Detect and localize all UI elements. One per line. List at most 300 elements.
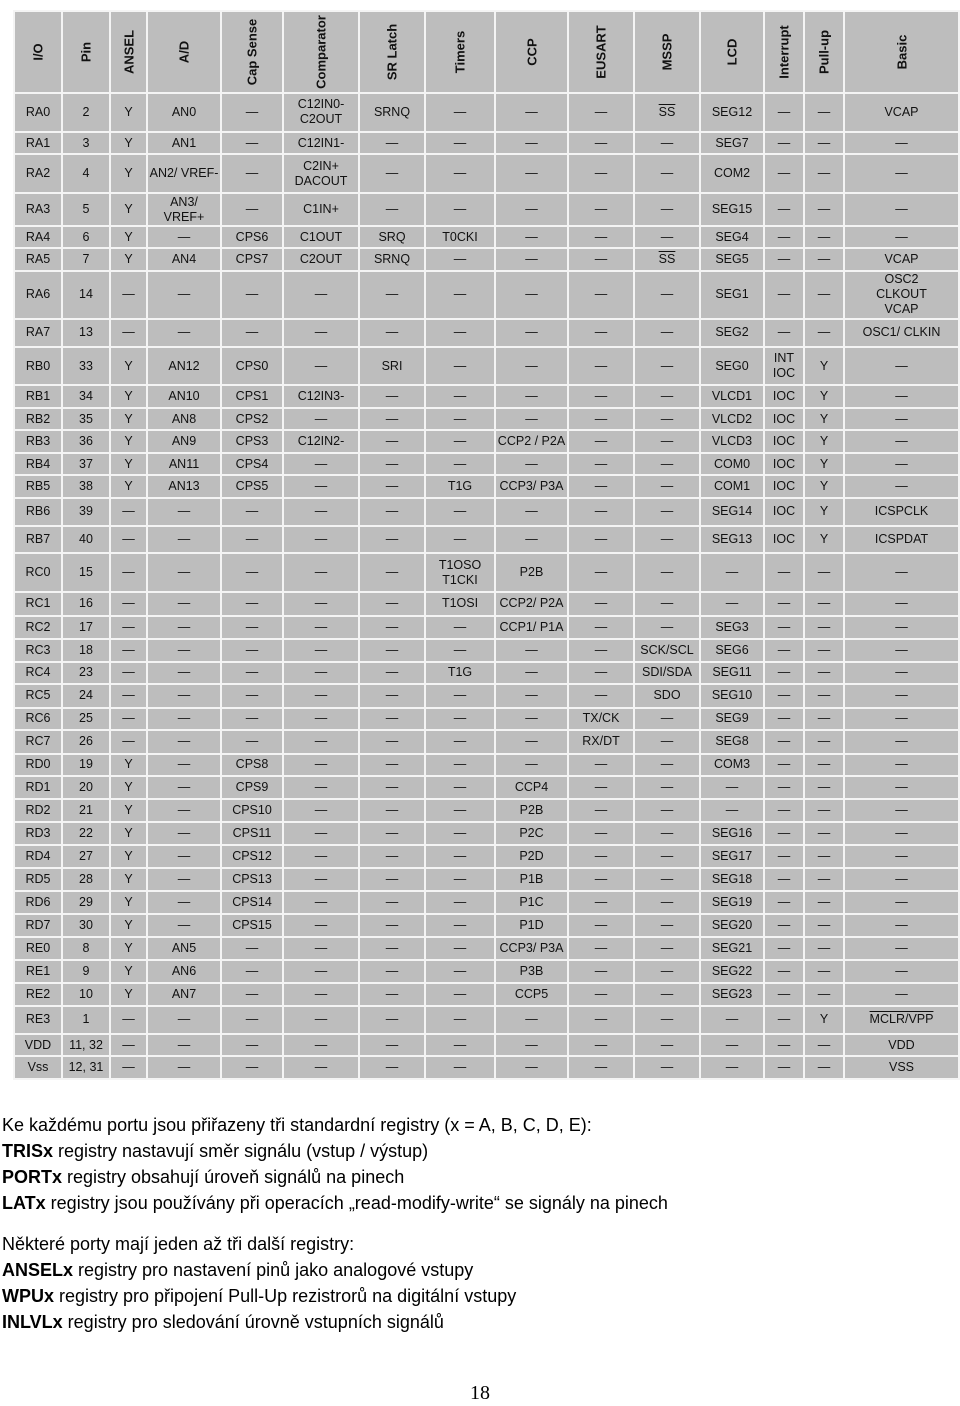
cell-timers: T1OSI	[425, 592, 495, 616]
cell-pull-up: —	[804, 754, 844, 777]
cell-comparator: —	[283, 891, 359, 915]
cell-i-o: RD4	[14, 845, 62, 869]
cell-pin: 29	[62, 891, 110, 915]
cell-ansel: —	[110, 319, 147, 347]
cell-cap-sense: —	[221, 592, 283, 616]
cell-ccp: —	[495, 453, 568, 476]
cell-eusart: —	[568, 937, 634, 961]
cell-comparator: —	[283, 983, 359, 1007]
cell-comparator: —	[283, 319, 359, 347]
header-interrupt: Interrupt	[764, 11, 804, 93]
table-row	[14, 526, 959, 554]
cell-cap-sense: —	[221, 983, 283, 1007]
cell-i-o: RC1	[14, 592, 62, 616]
cell-i-o: RD2	[14, 799, 62, 823]
cell-ccp: P2B	[495, 553, 568, 592]
portx-label: PORTx	[2, 1167, 63, 1187]
cell-ccp: —	[495, 730, 568, 754]
latx-text: registry jsou používány při operacích „read-modify-write“ se signály na pinech	[45, 1193, 668, 1213]
cell-i-o: RC0	[14, 553, 62, 592]
intro-line: Ke každému portu jsou přiřazeny tři standardní registry (x = A, B, C, D, E):	[2, 1115, 592, 1135]
cell-pin: 20	[62, 776, 110, 799]
cell-i-o: RB0	[14, 347, 62, 386]
cell-sr-latch: —	[359, 730, 425, 754]
cell-ansel: —	[110, 592, 147, 616]
cell-cap-sense: —	[221, 639, 283, 662]
header-ccp: CCP	[495, 11, 568, 93]
cell-a-d: —	[147, 498, 221, 526]
cell-pull-up: Y	[804, 453, 844, 476]
cell-basic: —	[844, 226, 959, 249]
cell-sr-latch: —	[359, 776, 425, 799]
cell-eusart: —	[568, 553, 634, 592]
cell-pull-up: —	[804, 730, 844, 754]
cell-ansel: Y	[110, 754, 147, 777]
cell-sr-latch: —	[359, 708, 425, 731]
cell-basic: —	[844, 937, 959, 961]
cell-a-d: —	[147, 799, 221, 823]
cell-pull-up: Y	[804, 430, 844, 453]
cell-eusart: RX/DT	[568, 730, 634, 754]
cell-ccp: P1B	[495, 868, 568, 891]
cell-ansel: —	[110, 1006, 147, 1034]
cell-comparator: C2IN+ DACOUT	[283, 154, 359, 193]
cell-pull-up: —	[804, 914, 844, 937]
table-row	[14, 498, 959, 526]
cell-i-o: VDD	[14, 1034, 62, 1057]
cell-pin: 16	[62, 592, 110, 616]
cell-ansel: —	[110, 553, 147, 592]
cell-ccp: P2B	[495, 799, 568, 823]
table-row	[14, 845, 959, 869]
cell-pull-up: Y	[804, 347, 844, 386]
cell-basic: —	[844, 730, 959, 754]
pin-function-table	[13, 10, 960, 1080]
cell-cap-sense: CPS5	[221, 475, 283, 498]
cell-interrupt: —	[764, 248, 804, 271]
table-row	[14, 1034, 959, 1057]
cell-lcd: SEG7	[700, 132, 764, 155]
cell-ccp: CCP2 / P2A	[495, 430, 568, 453]
cell-pull-up: Y	[804, 498, 844, 526]
cell-mssp: $\overline{SS}$	[634, 248, 700, 271]
cell-a-d: —	[147, 226, 221, 249]
cell-timers: —	[425, 983, 495, 1007]
cell-lcd: SEG15	[700, 193, 764, 226]
cell-basic: —	[844, 430, 959, 453]
cell-basic: —	[844, 662, 959, 685]
trisx-label: TRISx	[2, 1141, 54, 1161]
cell-pin: 40	[62, 526, 110, 554]
cell-mssp: —	[634, 845, 700, 869]
cell-a-d: —	[147, 730, 221, 754]
cell-ccp: —	[495, 1034, 568, 1057]
cell-ansel: Y	[110, 960, 147, 983]
cell-pin: 9	[62, 960, 110, 983]
cell-interrupt: —	[764, 193, 804, 226]
cell-ansel: Y	[110, 430, 147, 453]
table-row	[14, 319, 959, 347]
cell-pull-up: —	[804, 592, 844, 616]
cell-i-o: RA3	[14, 193, 62, 226]
trisx-line	[2, 1138, 952, 1164]
cell-i-o: RA6	[14, 271, 62, 319]
table-row	[14, 93, 959, 132]
cell-interrupt: —	[764, 845, 804, 869]
cell-ansel: Y	[110, 475, 147, 498]
cell-comparator: —	[283, 1034, 359, 1057]
cell-comparator: —	[283, 845, 359, 869]
cell-sr-latch: —	[359, 592, 425, 616]
cell-a-d: —	[147, 1006, 221, 1034]
cell-lcd: —	[700, 776, 764, 799]
cell-eusart: —	[568, 960, 634, 983]
cell-lcd: SEG19	[700, 891, 764, 915]
cell-eusart: —	[568, 154, 634, 193]
cell-eusart: —	[568, 453, 634, 476]
table-row	[14, 592, 959, 616]
cell-a-d: —	[147, 526, 221, 554]
cell-timers: —	[425, 154, 495, 193]
cell-interrupt: —	[764, 93, 804, 132]
cell-interrupt: —	[764, 639, 804, 662]
cell-timers: —	[425, 845, 495, 869]
cell-pull-up: —	[804, 799, 844, 823]
cell-lcd: —	[700, 799, 764, 823]
cell-i-o: RC3	[14, 639, 62, 662]
cell-sr-latch: —	[359, 271, 425, 319]
cell-lcd: SEG16	[700, 822, 764, 845]
cell-mssp: —	[634, 960, 700, 983]
cell-timers: —	[425, 960, 495, 983]
cell-lcd: SEG17	[700, 845, 764, 869]
header-mssp: MSSP	[634, 11, 700, 93]
cell-sr-latch: SRI	[359, 347, 425, 386]
cell-timers: —	[425, 193, 495, 226]
cell-comparator: —	[283, 730, 359, 754]
cell-ansel: Y	[110, 845, 147, 869]
cell-mssp: SDO	[634, 684, 700, 708]
cell-pull-up: —	[804, 553, 844, 592]
cell-interrupt: —	[764, 226, 804, 249]
cell-mssp: —	[634, 132, 700, 155]
cell-ansel: Y	[110, 385, 147, 408]
trisx-text: registry nastavují směr signálu (vstup / výstup)	[53, 1141, 429, 1161]
cell-ansel: —	[110, 526, 147, 554]
cell-pin: 3	[62, 132, 110, 155]
cell-cap-sense: —	[221, 730, 283, 754]
table-row	[14, 983, 959, 1007]
cell-comparator: —	[283, 592, 359, 616]
cell-ansel: —	[110, 639, 147, 662]
register-description	[2, 1112, 952, 1335]
cell-mssp: —	[634, 347, 700, 386]
cell-mssp: —	[634, 730, 700, 754]
cell-interrupt: INT IOC	[764, 347, 804, 386]
cell-a-d: AN13	[147, 475, 221, 498]
cell-mssp: —	[634, 319, 700, 347]
cell-mssp: —	[634, 754, 700, 777]
table-row	[14, 385, 959, 408]
cell-ansel: —	[110, 271, 147, 319]
cell-i-o: RB3	[14, 430, 62, 453]
cell-mssp: —	[634, 553, 700, 592]
cell-mssp: —	[634, 776, 700, 799]
cell-i-o: RC7	[14, 730, 62, 754]
cell-timers: T0CKI	[425, 226, 495, 249]
cell-pin: 17	[62, 616, 110, 640]
cell-sr-latch: —	[359, 132, 425, 155]
cell-eusart: —	[568, 526, 634, 554]
cell-sr-latch: —	[359, 891, 425, 915]
cell-sr-latch: —	[359, 868, 425, 891]
cell-a-d: AN3/ VREF+	[147, 193, 221, 226]
cell-eusart: —	[568, 983, 634, 1007]
table-row	[14, 408, 959, 431]
cell-comparator: —	[283, 498, 359, 526]
cell-ccp: —	[495, 1056, 568, 1079]
cell-sr-latch: —	[359, 754, 425, 777]
cell-interrupt: —	[764, 553, 804, 592]
cell-cap-sense: CPS7	[221, 248, 283, 271]
table-row	[14, 347, 959, 386]
cell-lcd: SEG8	[700, 730, 764, 754]
cell-cap-sense: —	[221, 960, 283, 983]
cell-a-d: AN6	[147, 960, 221, 983]
cell-a-d: AN9	[147, 430, 221, 453]
table-row	[14, 799, 959, 823]
cell-interrupt: —	[764, 776, 804, 799]
cell-pull-up: —	[804, 193, 844, 226]
cell-comparator: C12IN2-	[283, 430, 359, 453]
cell-timers: —	[425, 526, 495, 554]
cell-timers: —	[425, 914, 495, 937]
cell-timers: —	[425, 937, 495, 961]
cell-mssp: —	[634, 868, 700, 891]
cell-sr-latch: —	[359, 430, 425, 453]
cell-ccp: P1C	[495, 891, 568, 915]
cell-ccp: CCP3/ P3A	[495, 475, 568, 498]
cell-cap-sense: —	[221, 271, 283, 319]
cell-comparator: —	[283, 754, 359, 777]
portx-text: registry obsahují úroveň signálů na pinech	[62, 1167, 405, 1187]
cell-eusart: —	[568, 662, 634, 685]
cell-mssp: —	[634, 271, 700, 319]
cell-i-o: RB2	[14, 408, 62, 431]
cell-mssp: —	[634, 891, 700, 915]
cell-interrupt: —	[764, 960, 804, 983]
table-row	[14, 891, 959, 915]
cell-basic: —	[844, 914, 959, 937]
cell-comparator: C12IN0- C2OUT	[283, 93, 359, 132]
cell-timers: —	[425, 93, 495, 132]
cell-ccp: CCP5	[495, 983, 568, 1007]
cell-lcd: VLCD1	[700, 385, 764, 408]
wpux-text: registry pro připojení Pull-Up rezistrorů na digitální vstupy	[54, 1286, 517, 1306]
cell-pull-up: Y	[804, 408, 844, 431]
cell-timers: —	[425, 776, 495, 799]
cell-a-d: —	[147, 891, 221, 915]
header-lcd: LCD	[700, 11, 764, 93]
cell-basic: —	[844, 684, 959, 708]
cell-cap-sense: CPS10	[221, 799, 283, 823]
cell-mssp: —	[634, 799, 700, 823]
cell-timers: —	[425, 1006, 495, 1034]
cell-cap-sense: —	[221, 937, 283, 961]
cell-comparator: —	[283, 937, 359, 961]
cell-i-o: RD1	[14, 776, 62, 799]
cell-mssp: —	[634, 1056, 700, 1079]
cell-ccp: —	[495, 193, 568, 226]
table-row	[14, 776, 959, 799]
table-row	[14, 453, 959, 476]
cell-cap-sense: —	[221, 319, 283, 347]
cell-a-d: —	[147, 553, 221, 592]
cell-lcd: SEG4	[700, 226, 764, 249]
table-row	[14, 132, 959, 155]
cell-basic: —	[844, 708, 959, 731]
table-row	[14, 868, 959, 891]
cell-mssp: —	[634, 937, 700, 961]
cell-a-d: —	[147, 662, 221, 685]
cell-ccp: P2D	[495, 845, 568, 869]
cell-pin: 34	[62, 385, 110, 408]
cell-i-o: RA1	[14, 132, 62, 155]
cell-ccp: —	[495, 226, 568, 249]
cell-lcd: SEG2	[700, 319, 764, 347]
cell-comparator: —	[283, 799, 359, 823]
cell-ansel: Y	[110, 93, 147, 132]
cell-comparator: C1OUT	[283, 226, 359, 249]
some-ports-line: Některé porty mají jeden až tři další registry:	[2, 1234, 355, 1254]
cell-basic: —	[844, 639, 959, 662]
portx-line	[2, 1164, 952, 1190]
cell-pin: 27	[62, 845, 110, 869]
cell-cap-sense: CPS2	[221, 408, 283, 431]
cell-timers: —	[425, 868, 495, 891]
cell-pull-up: —	[804, 983, 844, 1007]
cell-lcd: COM1	[700, 475, 764, 498]
latx-label: LATx	[2, 1193, 46, 1213]
cell-eusart: —	[568, 891, 634, 915]
cell-cap-sense: CPS12	[221, 845, 283, 869]
cell-i-o: RA2	[14, 154, 62, 193]
header-pull-up: Pull-up	[804, 11, 844, 93]
anselx-line	[2, 1257, 952, 1283]
cell-pin: 35	[62, 408, 110, 431]
cell-timers: —	[425, 271, 495, 319]
cell-lcd: SEG18	[700, 868, 764, 891]
cell-timers: —	[425, 684, 495, 708]
table-row	[14, 684, 959, 708]
cell-comparator: —	[283, 662, 359, 685]
cell-mssp: —	[634, 1006, 700, 1034]
header-io: I/O	[14, 11, 62, 93]
cell-timers: —	[425, 1056, 495, 1079]
cell-interrupt: —	[764, 319, 804, 347]
cell-interrupt: —	[764, 1034, 804, 1057]
cell-eusart: —	[568, 193, 634, 226]
cell-lcd: COM0	[700, 453, 764, 476]
cell-mssp: —	[634, 983, 700, 1007]
cell-interrupt: IOC	[764, 475, 804, 498]
cell-a-d: AN2/ VREF-	[147, 154, 221, 193]
cell-lcd: SEG14	[700, 498, 764, 526]
cell-pull-up: —	[804, 845, 844, 869]
cell-timers: —	[425, 616, 495, 640]
table-row	[14, 914, 959, 937]
cell-a-d: —	[147, 271, 221, 319]
cell-pull-up: —	[804, 684, 844, 708]
cell-a-d: —	[147, 845, 221, 869]
cell-sr-latch: SRNQ	[359, 93, 425, 132]
cell-i-o: RE1	[14, 960, 62, 983]
cell-i-o: RC4	[14, 662, 62, 685]
cell-comparator: —	[283, 526, 359, 554]
cell-ccp: —	[495, 271, 568, 319]
cell-ccp: —	[495, 639, 568, 662]
cell-timers: —	[425, 730, 495, 754]
cell-comparator: C12IN1-	[283, 132, 359, 155]
cell-pin: 4	[62, 154, 110, 193]
cell-interrupt: —	[764, 1056, 804, 1079]
cell-lcd: —	[700, 1034, 764, 1057]
cell-ansel: —	[110, 1034, 147, 1057]
cell-i-o: RD6	[14, 891, 62, 915]
cell-eusart: —	[568, 639, 634, 662]
cell-mssp: —	[634, 526, 700, 554]
cell-sr-latch: —	[359, 914, 425, 937]
cell-sr-latch: —	[359, 616, 425, 640]
cell-ccp: —	[495, 754, 568, 777]
cell-a-d: AN5	[147, 937, 221, 961]
cell-lcd: COM2	[700, 154, 764, 193]
cell-i-o: RA4	[14, 226, 62, 249]
cell-sr-latch: —	[359, 408, 425, 431]
cell-sr-latch: SRNQ	[359, 248, 425, 271]
table-row	[14, 616, 959, 640]
cell-timers: —	[425, 132, 495, 155]
header-ad: A/D	[147, 11, 221, 93]
cell-cap-sense: —	[221, 684, 283, 708]
cell-sr-latch: —	[359, 983, 425, 1007]
cell-timers: —	[425, 453, 495, 476]
table-row	[14, 960, 959, 983]
cell-eusart: —	[568, 754, 634, 777]
cell-interrupt: —	[764, 754, 804, 777]
cell-sr-latch: —	[359, 684, 425, 708]
cell-mssp: —	[634, 453, 700, 476]
cell-sr-latch: —	[359, 319, 425, 347]
cell-basic: —	[844, 891, 959, 915]
table-row	[14, 754, 959, 777]
cell-pull-up: Y	[804, 475, 844, 498]
cell-pin: 11, 32	[62, 1034, 110, 1057]
table-row	[14, 639, 959, 662]
cell-timers: —	[425, 385, 495, 408]
cell-cap-sense: CPS3	[221, 430, 283, 453]
cell-interrupt: IOC	[764, 453, 804, 476]
cell-timers: T1G	[425, 662, 495, 685]
cell-ccp: —	[495, 498, 568, 526]
table-row	[14, 937, 959, 961]
table-row	[14, 475, 959, 498]
cell-interrupt: —	[764, 616, 804, 640]
cell-i-o: RC5	[14, 684, 62, 708]
cell-lcd: SEG10	[700, 684, 764, 708]
cell-eusart: —	[568, 385, 634, 408]
cell-basic: —	[844, 154, 959, 193]
